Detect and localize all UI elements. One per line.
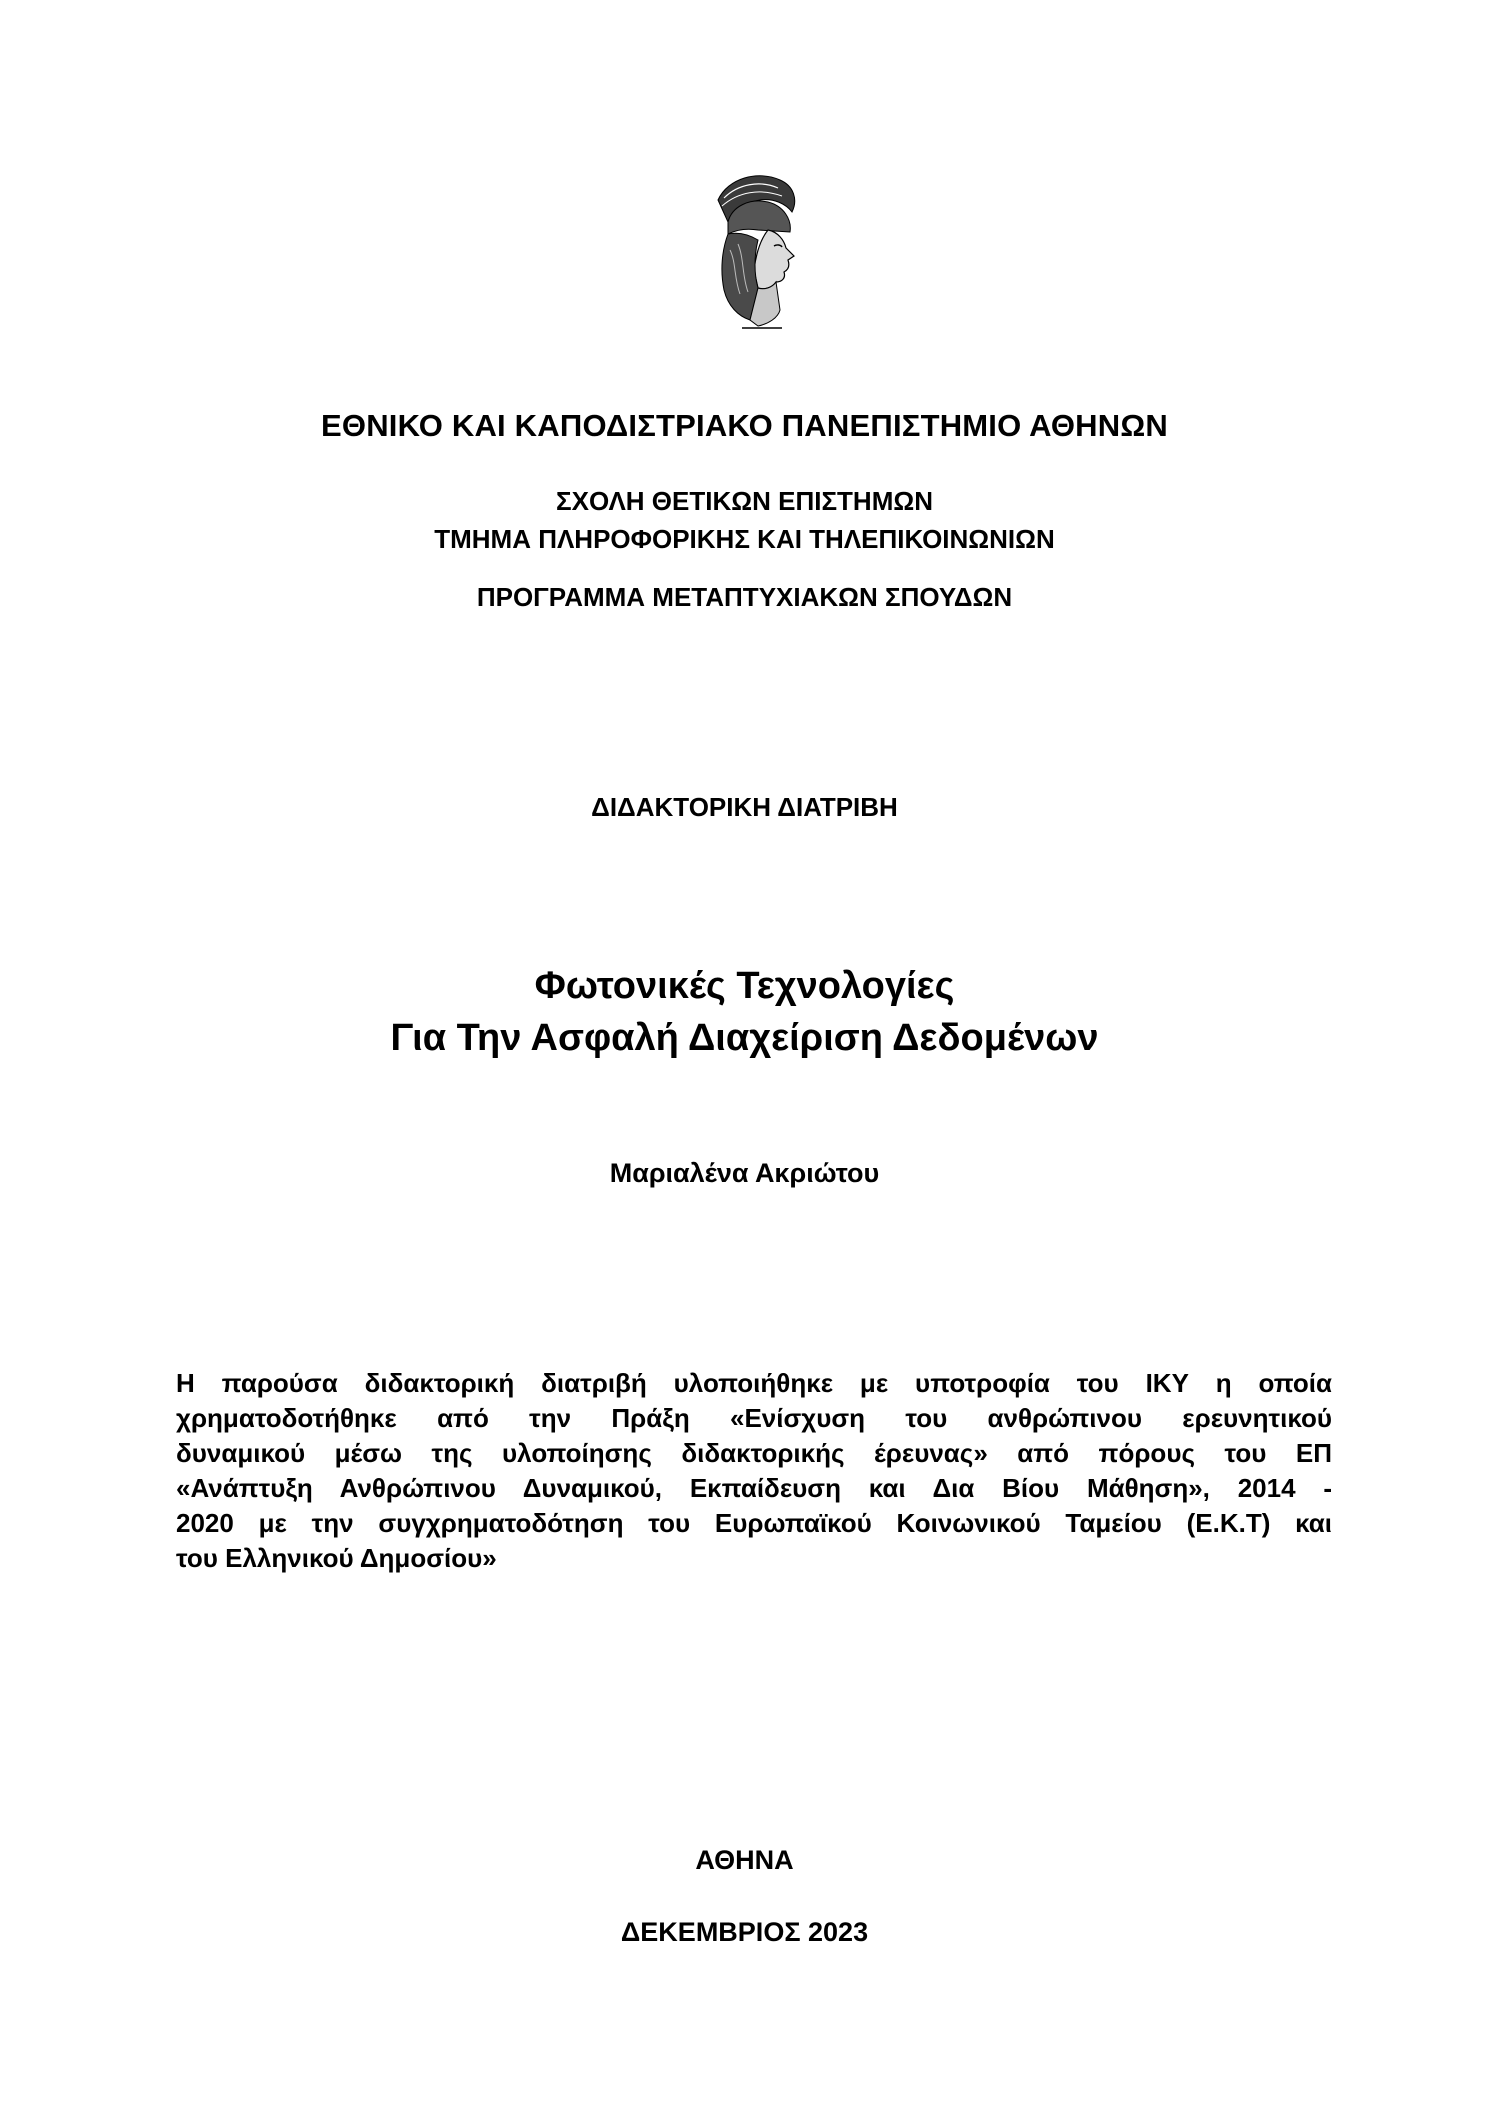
thesis-title-line-1: Φωτονικές Τεχνολογίες (534, 965, 955, 1007)
acknowledgement-line: δυναμικού μέσω της υλοποίησης διδακτορικής έρευνας» από πόρους του ΕΠ (176, 1438, 1332, 1468)
university-name: ΕΘΝΙΚΟ ΚΑΙ ΚΑΠΟΔΙΣΤΡΙΑΚΟ ΠΑΝΕΠΙΣΤΗΜΙΟ ΑΘΗΝΩΝ (321, 408, 1168, 443)
athena-head-icon (698, 170, 810, 330)
funding-acknowledgement (176, 1366, 1332, 1576)
acknowledgement-line: χρηματοδοτήθηκε από την Πράξη «Ενίσχυση του ανθρώπινου ερευνητικού (176, 1403, 1332, 1433)
school-department-block (0, 482, 1489, 558)
acknowledgement-line: «Ανάπτυξη Ανθρώπινου Δυναμικού, Εκπαίδευση και Δια Βίου Μάθηση», 2014 - (176, 1473, 1332, 1503)
author-name: Μαριαλένα Ακριώτου (609, 1158, 880, 1188)
acknowledgement-line: 2020 με την συγχρηματοδότηση του Ευρωπαϊκού Κοινωνικού Ταμείου (Ε.Κ.Τ) και (176, 1508, 1332, 1538)
city: ΑΘΗΝΑ (695, 1845, 794, 1875)
school-name: ΣΧΟΛΗ ΘΕΤΙΚΩΝ ΕΠΙΣΤΗΜΩΝ (556, 486, 933, 516)
date: ΔΕΚΕΜΒΡΙΟΣ 2023 (620, 1917, 869, 1947)
acknowledgement-line: του Ελληνικού Δημοσίου» (176, 1543, 497, 1573)
department-name: ΤΜΗΜΑ ΠΛΗΡΟΦΟΡΙΚΗΣ ΚΑΙ ΤΗΛΕΠΙΚΟΙΝΩΝΙΩΝ (434, 524, 1055, 554)
thesis-type: ΔΙΔΑΚΤΟΡΙΚΗ ΔΙΑΤΡΙΒΗ (591, 792, 898, 822)
thesis-title (0, 960, 1489, 1064)
program-name: ΠΡΟΓΡΑΜΜΑ ΜΕΤΑΠΤΥΧΙΑΚΩΝ ΣΠΟΥΔΩΝ (476, 582, 1013, 612)
thesis-title-line-2: Για Την Ασφαλή Διαχείριση Δεδομένων (390, 1017, 1099, 1059)
acknowledgement-line: Η παρούσα διδακτορική διατριβή υλοποιήθηκε με υποτροφία του ΙΚΥ η οποία (176, 1368, 1332, 1398)
